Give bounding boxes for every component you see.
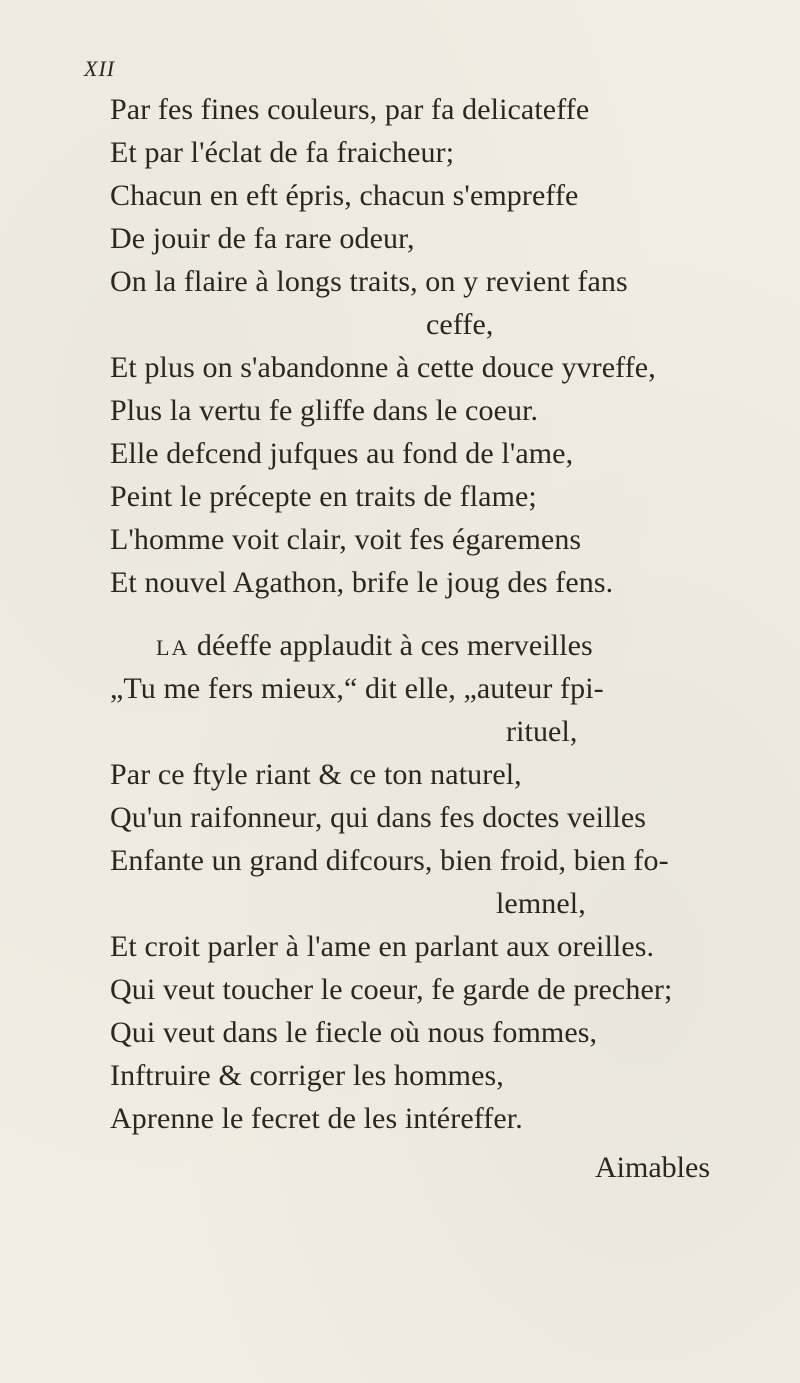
verse-line: Elle defcend jufques au fond de l'ame, [110, 437, 574, 470]
verse-line: Inftruire & corriger les hommes, [110, 1059, 504, 1092]
verse-line: „Tu me fers mieux,“ dit elle, „auteur fpi- [110, 672, 604, 705]
verse-line-first [156, 628, 593, 666]
first-line-text: déeffe applaudit à ces merveilles [189, 629, 593, 662]
verse-line: Qu'un raifonneur, qui dans fes doctes veilles [110, 801, 647, 834]
verse-line-continuation: lemnel, [496, 887, 586, 920]
verse-line-continuation: rituel, [506, 715, 578, 748]
verse-line: Et plus on s'abandonne à cette douce yvreffe, [110, 351, 656, 384]
verse-line: Qui veut dans le fiecle où nous fommes, [110, 1016, 598, 1049]
verse-line: Qui veut toucher le coeur, fe garde de precher; [110, 973, 673, 1006]
verse-line: Enfante un grand difcours, bien froid, bien fo- [110, 844, 669, 877]
verse-line: Par fes fines couleurs, par fa delicateffe [110, 93, 590, 126]
verse-line: L'homme voit clair, voit fes égaremens [110, 523, 582, 556]
verse-line: Peint le précepte en traits de flame; [110, 480, 537, 513]
verse-line: On la flaire à longs traits, on y revient fans [110, 265, 628, 298]
page-number: XII [84, 56, 116, 81]
verse-line: Chacun en eft épris, chacun s'empreffe [110, 179, 579, 212]
verse-line: De jouir de fa rare odeur, [110, 222, 415, 255]
verse-line: Plus la vertu fe gliffe dans le coeur. [110, 394, 539, 427]
verse-line: Et croit parler à l'ame en parlant aux oreilles. [110, 930, 655, 963]
small-caps-lead: LA [156, 635, 190, 660]
verse-line: Et par l'éclat de fa fraicheur; [110, 136, 455, 169]
verse-line: Aprenne le fecret de les intéreffer. [110, 1102, 523, 1135]
verse-line: Par ce ftyle riant & ce ton naturel, [110, 758, 522, 791]
verse-line-continuation: ceffe, [426, 308, 494, 341]
verse-line: Et nouvel Agathon, brife le joug des fens. [110, 566, 614, 599]
catchword: Aimables [595, 1151, 710, 1184]
